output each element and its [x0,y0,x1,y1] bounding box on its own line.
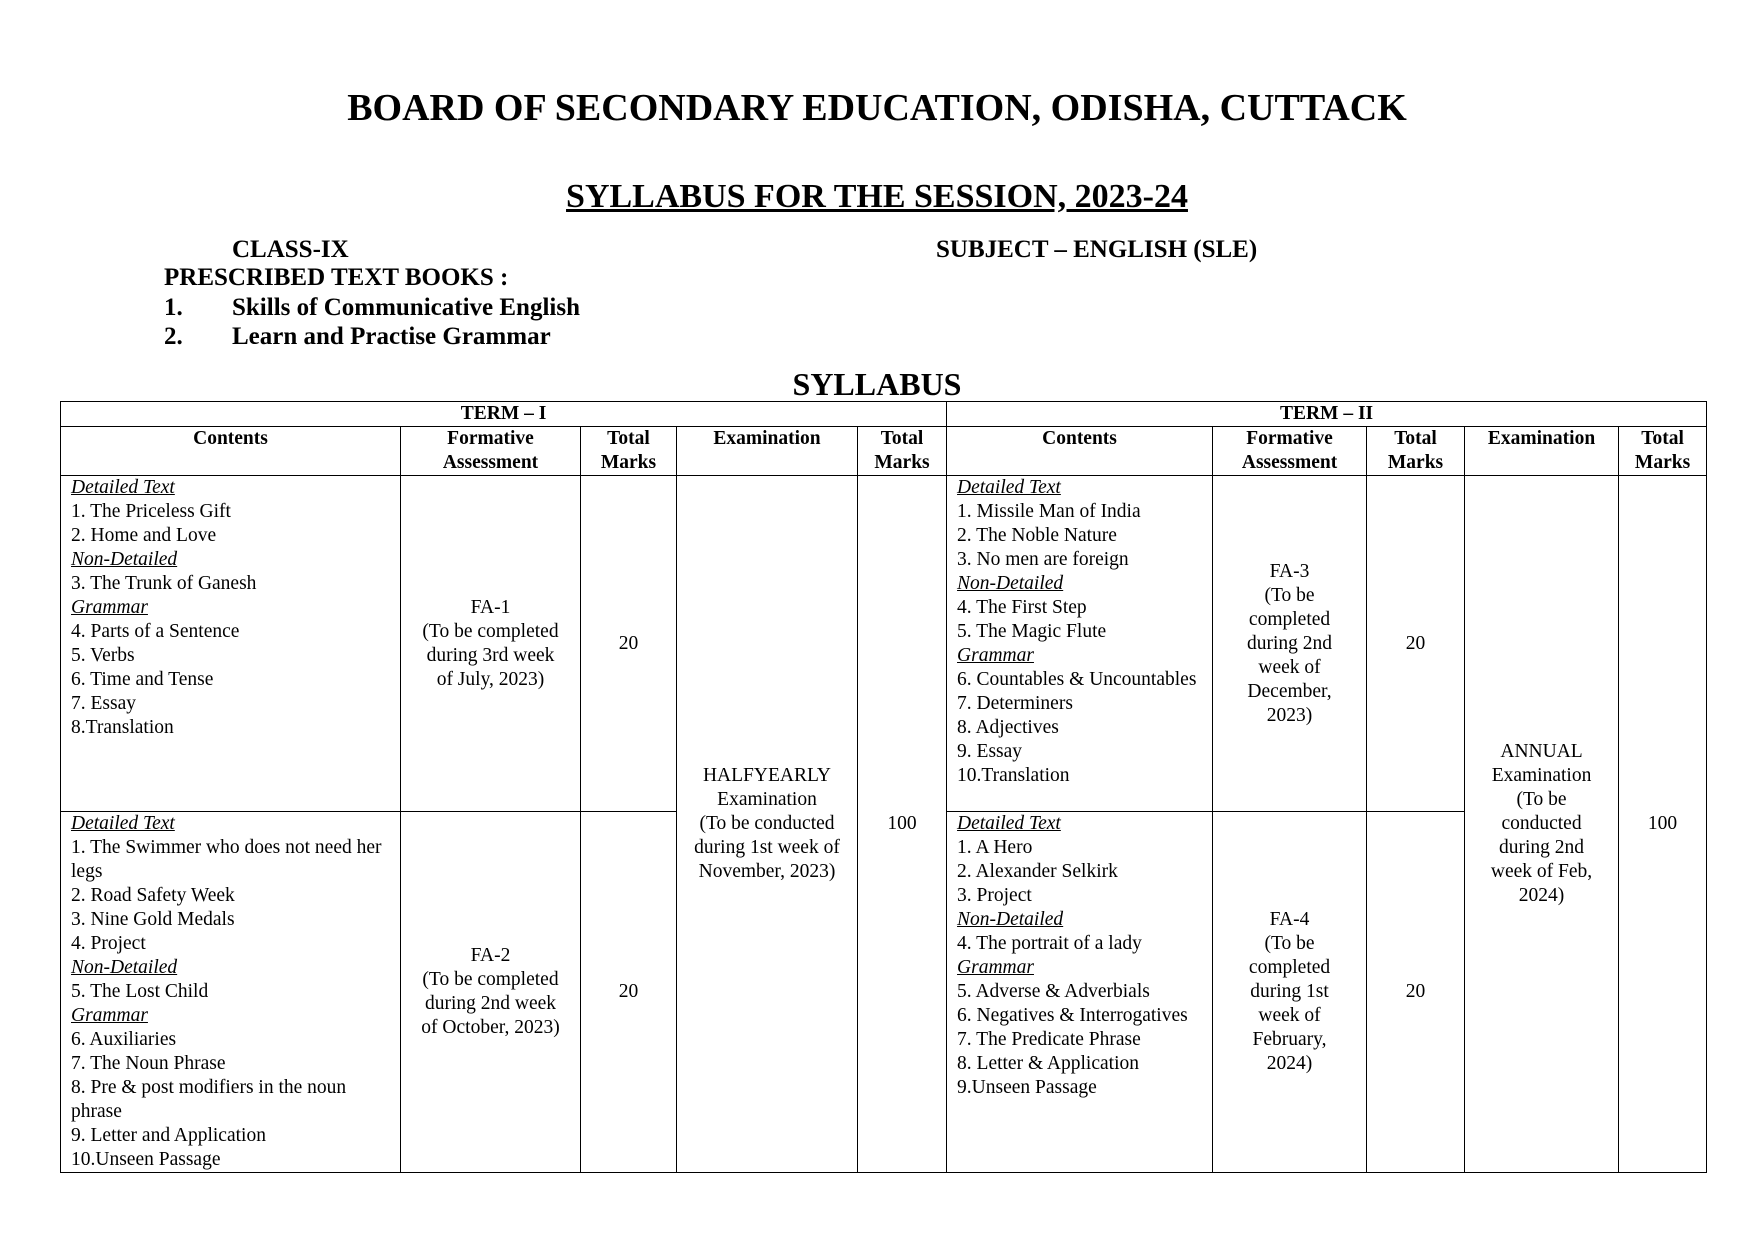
fa-4-marks: 20 [1367,812,1465,1173]
fa-2-marks: 20 [581,812,677,1173]
cell-line: Examination [1491,765,1592,786]
cell-line: 2024) [1266,1053,1313,1074]
cell-line: of July, 2023) [436,668,545,690]
list-item: 3. No men are foreign [957,549,1129,570]
cell-line: during 3rd week [426,644,555,666]
book-title: Skills of Communicative English [232,294,580,321]
col-examination: Examination [1465,427,1619,476]
table-row [61,476,1707,812]
list-item: 4. The First Step [957,597,1087,618]
list-item: 7. The Predicate Phrase [957,1029,1141,1050]
cell-line: week of Feb, [1490,861,1593,882]
list-item: 3. Nine Gold Medals [71,909,235,930]
col-formative: Formative Assessment [1213,427,1367,476]
book-number: 1. [164,294,183,321]
cell-line: during 2nd [1247,632,1333,654]
term-2-fa4-contents [947,812,1213,1173]
section-subheading: Non-Detailed [71,549,178,570]
cell-line: (To be completed [422,620,559,642]
fa-3-cell [1213,476,1367,812]
book-item [164,294,580,322]
term-1-fa1-contents [61,476,401,812]
cell-line: week of [1258,1005,1321,1026]
col-total-marks: Total Marks [858,427,947,476]
cell-line: completed [1248,957,1331,978]
term-2-header: TERM – II [947,402,1707,427]
section-subheading: Grammar [71,1005,148,1026]
list-item: 1. Missile Man of India [957,501,1141,522]
list-item: 2. Home and Love [71,525,217,546]
list-item: 8.Translation [71,717,174,738]
fa-1-cell [401,476,581,812]
cell-line: (To be [1264,584,1315,606]
list-item: 2. Alexander Selkirk [957,861,1118,882]
section-subheading: Grammar [957,957,1034,978]
cell-line: (To be [1516,789,1567,810]
column-header-row [61,427,1707,476]
cell-line: 2024) [1518,885,1565,906]
fa-4-cell [1213,812,1367,1173]
cell-line: Examination [717,789,817,810]
list-item: 8. Pre & post modifiers in the noun phrase [71,1077,347,1122]
cell-line: 2023) [1266,704,1313,726]
section-subheading: Detailed Text [957,477,1061,498]
cell-line: (To be completed [422,969,559,990]
col-contents: Contents [61,427,401,476]
cell-line: (To be conducted [699,813,835,834]
list-item: 6. Auxiliaries [71,1029,177,1050]
list-item: 3. The Trunk of Ganesh [71,573,257,594]
list-item: 10.Translation [957,765,1070,786]
list-item: 9.Unseen Passage [957,1077,1097,1098]
list-item: 2. The Noble Nature [957,525,1117,546]
annual-exam-cell [1465,476,1619,1173]
cell-line: during 2nd week [424,993,557,1014]
annual-exam-marks: 100 [1619,476,1707,1173]
list-item: 2. Road Safety Week [71,885,235,906]
list-item: 9. Letter and Application [71,1125,266,1146]
col-total-marks: Total Marks [1619,427,1707,476]
list-item: 5. Verbs [71,645,135,666]
cell-line: FA-2 [470,945,511,966]
section-subheading: Detailed Text [71,477,175,498]
cell-line: (To be [1264,933,1315,954]
cell-line: HALFYEARLY [702,765,832,786]
syllabus-heading: SYLLABUS [792,366,962,402]
cell-line: conducted [1501,813,1582,834]
list-item: 7. The Noun Phrase [71,1053,226,1074]
list-item: 8. Letter & Application [957,1053,1139,1074]
cell-line: February, [1252,1029,1327,1050]
section-subheading: Grammar [71,597,148,618]
list-item: 9. Essay [957,741,1023,762]
book-item [164,323,551,351]
fa-2-cell [401,812,581,1173]
halfyearly-exam-cell [677,476,858,1173]
list-item: 7. Determiners [957,693,1073,714]
cell-line: week of [1258,656,1321,678]
list-item: 4. The portrait of a lady [957,933,1142,954]
fa-1-marks: 20 [581,476,677,812]
list-item: 7. Essay [71,693,136,714]
session-title: SYLLABUS FOR THE SESSION, 2023-24 [566,178,1188,215]
cell-line: completed [1248,608,1331,630]
list-item: 1. A Hero [957,837,1033,858]
list-item: 1. The Swimmer who does not need her legs [71,837,382,882]
halfyearly-exam-marks: 100 [858,476,947,1173]
section-subheading: Detailed Text [71,813,175,834]
list-item: 5. Adverse & Adverbials [957,981,1150,1002]
col-total-marks: Total Marks [581,427,677,476]
section-subheading: Non-Detailed [71,957,178,978]
board-title: BOARD OF SECONDARY EDUCATION, ODISHA, CUTTACK [347,87,1407,129]
cell-line: FA-4 [1269,909,1310,930]
col-formative: Formative Assessment [401,427,581,476]
cell-line: December, [1247,680,1332,702]
col-total-marks: Total Marks [1367,427,1465,476]
cell-line: of October, 2023) [421,1017,560,1038]
section-subheading: Detailed Text [957,813,1061,834]
term-1-fa2-contents [61,812,401,1173]
cell-line: November, 2023) [698,861,836,882]
list-item: 4. Parts of a Sentence [71,621,240,642]
prescribed-books-heading: PRESCRIBED TEXT BOOKS : [164,264,509,291]
col-examination: Examination [677,427,858,476]
list-item: 5. The Magic Flute [957,621,1107,642]
term-1-header: TERM – I [61,402,947,427]
section-subheading: Non-Detailed [957,573,1064,594]
book-number: 2. [164,323,183,350]
section-subheading: Non-Detailed [957,909,1064,930]
cell-line: during 1st [1250,981,1329,1002]
list-item: 6. Negatives & Interrogatives [957,1005,1188,1026]
cell-line: FA-3 [1269,560,1310,582]
section-subheading: Grammar [957,645,1034,666]
list-item: 3. Project [957,885,1032,906]
cell-line: during 1st week of [694,837,840,858]
fa-3-marks: 20 [1367,476,1465,812]
class-label: CLASS-IX [232,236,349,263]
list-item: 5. The Lost Child [71,981,209,1002]
list-item: 6. Time and Tense [71,669,214,690]
book-title: Learn and Practise Grammar [232,323,551,350]
term-header-row [61,402,1707,427]
list-item: 4. Project [71,933,146,954]
list-item: 10.Unseen Passage [71,1149,221,1170]
col-contents: Contents [947,427,1213,476]
cell-line: FA-1 [470,596,511,618]
syllabus-table [60,401,1707,1173]
cell-line: during 2nd [1499,837,1585,858]
cell-line: ANNUAL [1500,741,1583,762]
term-2-fa3-contents [947,476,1213,812]
list-item: 6. Countables & Uncountables [957,669,1197,690]
list-item: 8. Adjectives [957,717,1059,738]
list-item: 1. The Priceless Gift [71,501,231,522]
subject-label: SUBJECT – ENGLISH (SLE) [936,236,1258,263]
